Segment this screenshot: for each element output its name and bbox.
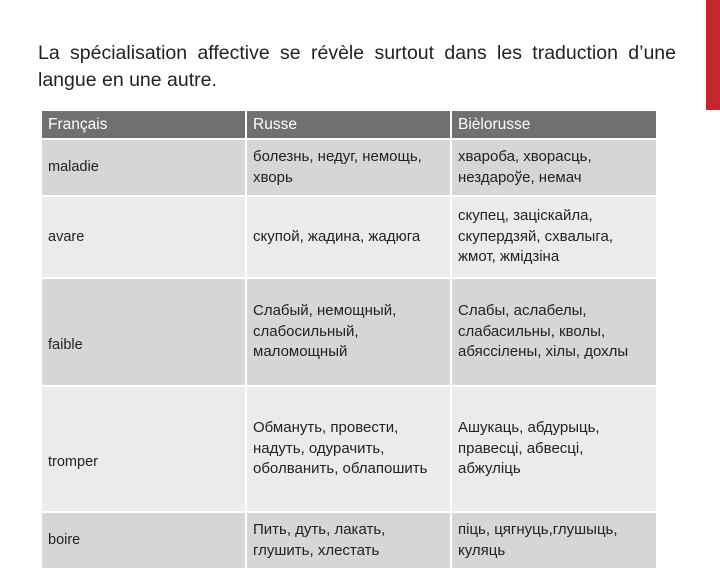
cell-belarusian: Слабы, аслабелы, слабасильны, кволы, абяссiлены, хiлы, дохлы [452, 277, 656, 385]
table-header-row [42, 111, 656, 138]
cell-french: avare [42, 195, 247, 277]
header-belarusian: Bièlorusse [452, 111, 656, 138]
table-row [42, 385, 656, 511]
cell-belarusian: скупец, зацiскайла, скупердзяй, схвалыга, жмот, жмiдзiна [452, 195, 656, 277]
cell-french: tromper [42, 385, 247, 511]
cell-russian: Пить, дуть, лакать, глушить, хлестать [247, 511, 452, 568]
table-row [42, 138, 656, 195]
cell-belarusian: пiць, цягнуць,глушыць, куляць [452, 511, 656, 568]
cell-french: maladie [42, 138, 247, 195]
slide-heading: La spécialisation affective se révèle surtout dans les traduction d’une langue en une autre. [38, 42, 676, 91]
cell-french: boire [42, 511, 247, 568]
vocabulary-table [42, 111, 656, 568]
accent-bar [706, 0, 720, 110]
table-row [42, 277, 656, 385]
cell-russian: скупой, жадина, жадюга [247, 195, 452, 277]
table-row [42, 195, 656, 277]
header-russian: Russe [247, 111, 452, 138]
cell-russian: Слабый, немощный, слабосильный, маломощный [247, 277, 452, 385]
header-french: Français [42, 111, 247, 138]
cell-belarusian: хвароба, хворасць, нездароўе, немач [452, 138, 656, 195]
cell-russian: Обмануть, провести, надуть, одурачить, оболванить, облапошить [247, 385, 452, 511]
cell-russian: болезнь, недуг, немощь, хворь [247, 138, 452, 195]
cell-french: faible [42, 277, 247, 385]
cell-belarusian: Ашукаць, абдурыць, правесцi, абвесцi, абжулiць [452, 385, 656, 511]
